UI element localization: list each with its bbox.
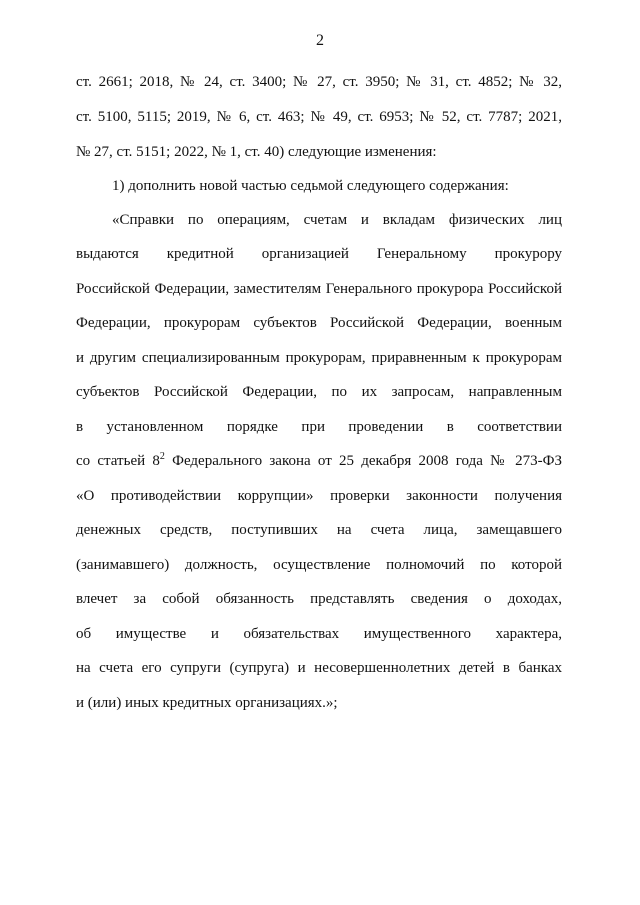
text-segment: со статьей 8 [76, 453, 160, 469]
text-line: ст. 2661; 2018, № 24, ст. 3400; № 27, ст. 3950; № 31, ст. 4852; № 32, [76, 74, 562, 90]
text-line: и другим специализированным прокурорам, приравненным к прокурорам [76, 350, 562, 366]
text-line: в установленном порядке при проведении в соответствии [76, 419, 562, 435]
text-line: ст. 5100, 5115; 2019, № 6, ст. 463; № 49, ст. 6953; № 52, ст. 7787; 2021, [76, 109, 562, 125]
text-line: № 27, ст. 5151; 2022, № 1, ст. 40) следующие изменения: [76, 144, 437, 160]
text-line: (занимавшего) должность, осуществление полномочий по которой [76, 557, 562, 573]
text-line: выдаются кредитной организацией Генеральному прокурору [76, 246, 562, 262]
text-line: субъектов Российской Федерации, по их запросам, направленным [76, 384, 562, 400]
page-number: 2 [316, 32, 324, 49]
text-line: об имуществе и обязательствах имущественного характера, [76, 626, 562, 642]
text-line: на счета его супруги (супруга) и несовершеннолетних детей в банках [76, 660, 562, 676]
text-line: влечет за собой обязанность представлять сведения о доходах, [76, 591, 562, 607]
text-line: денежных средств, поступивших на счета лица, замещавшего [76, 522, 562, 538]
text-line: Российской Федерации, заместителям Генерального прокурора Российской [76, 281, 562, 297]
list-item-text: 1) дополнить новой частью седьмой следующего содержания: [112, 178, 509, 194]
text-segment: Федерального закона от 25 декабря 2008 года № 273-ФЗ [164, 453, 562, 469]
text-line-with-superscript [76, 452, 562, 470]
text-line: Федерации, прокурорам субъектов Российской Федерации, военным [76, 315, 562, 331]
text-line: «Справки по операциям, счетам и вкладам физических лиц [112, 212, 562, 228]
text-line: «О противодействии коррупции» проверки законности получения [76, 488, 562, 504]
text-line: и (или) иных кредитных организациях.»; [76, 695, 338, 711]
superscript: 2 [159, 452, 165, 462]
